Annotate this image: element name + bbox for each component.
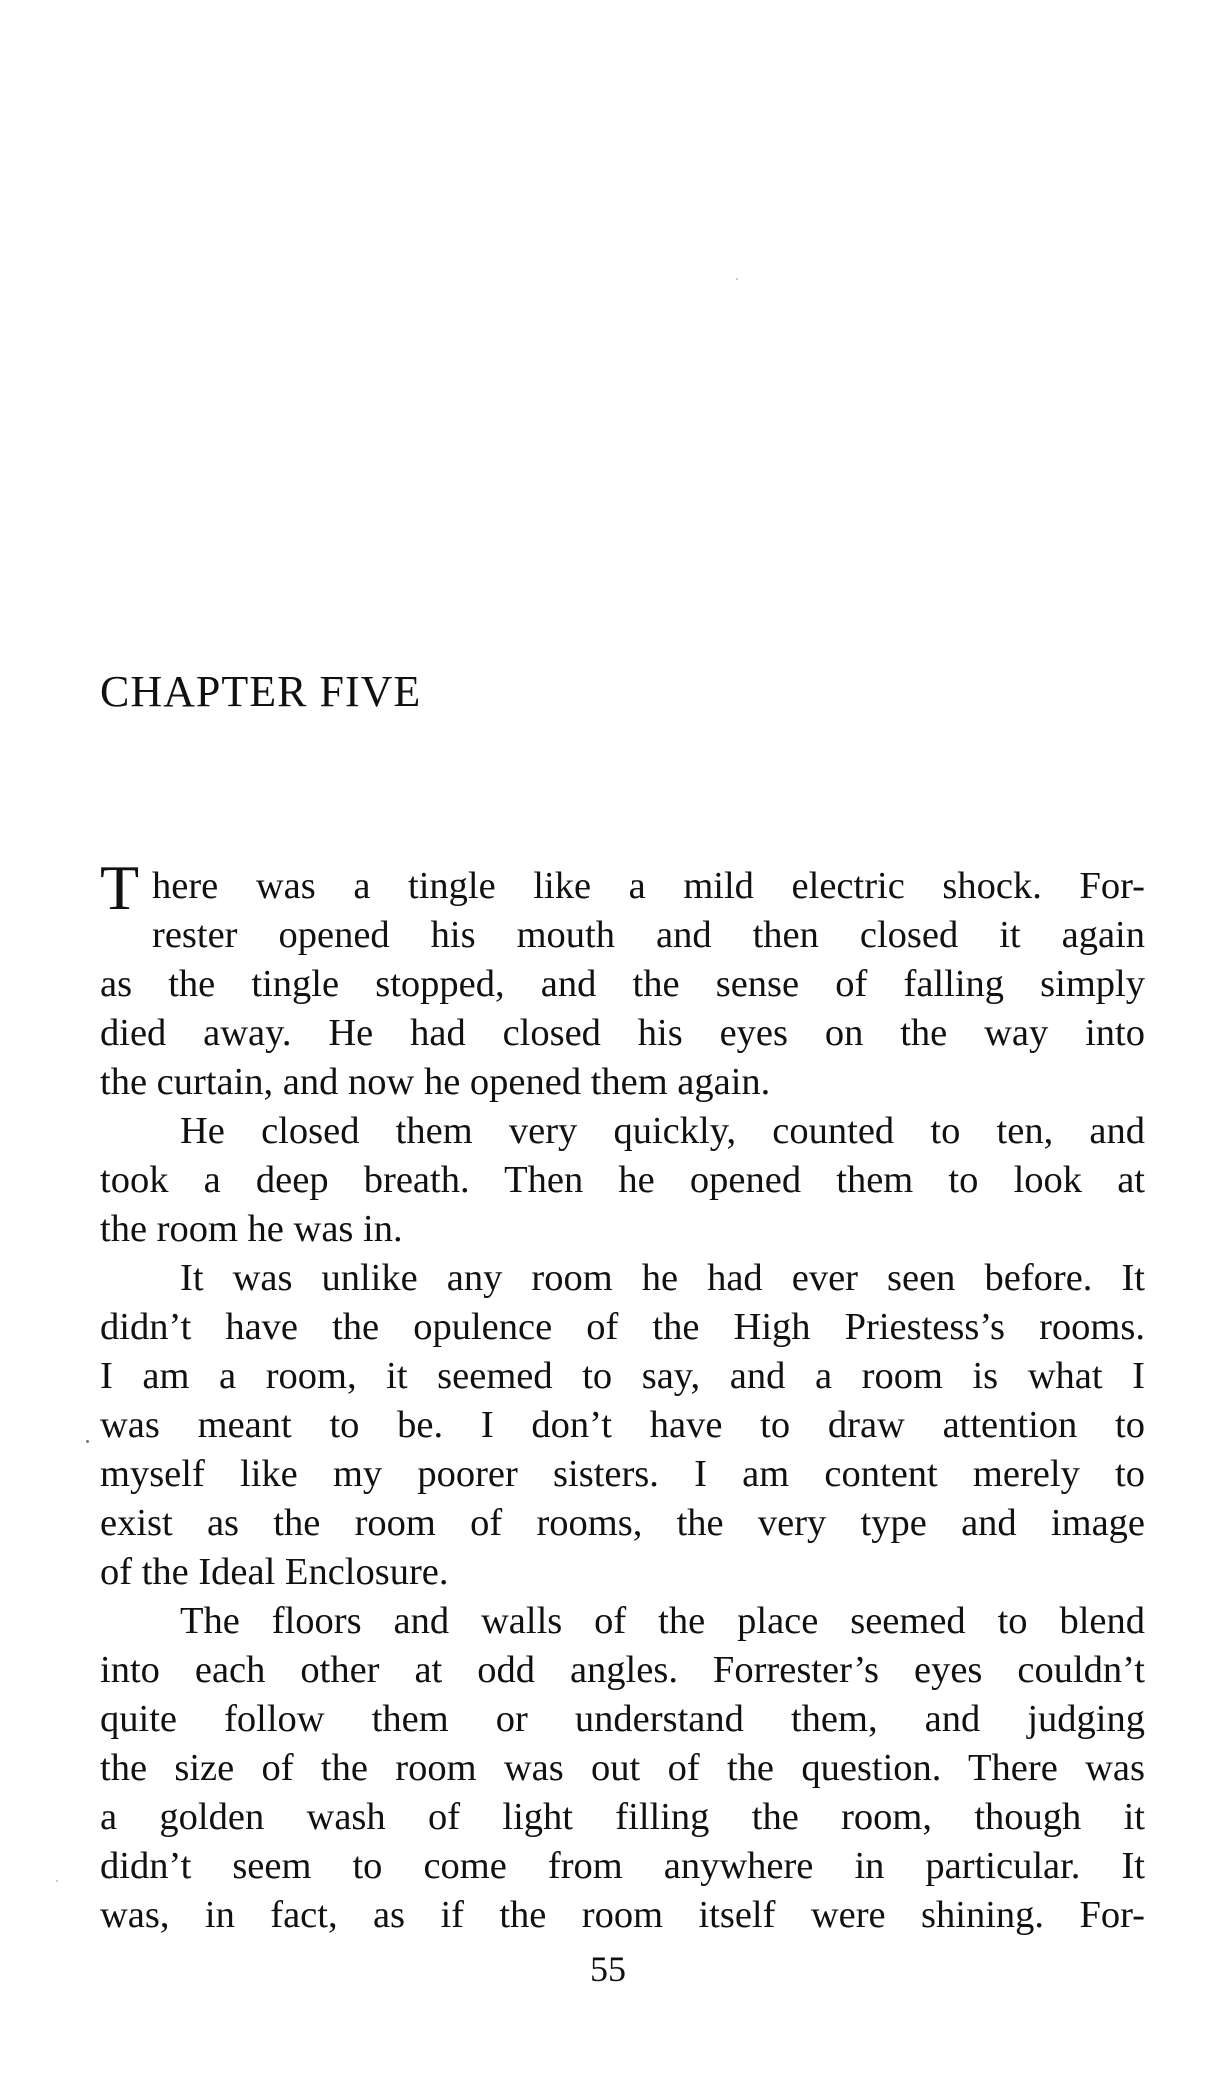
body-text <box>100 852 1145 1940</box>
paragraph-1 <box>100 852 1145 1107</box>
text-line: into each other at odd angles. Forrester’s eyes couldn’t <box>100 1649 1145 1691</box>
text-line: as the tingle stopped, and the sense of falling simply <box>100 963 1145 1005</box>
text-line: was meant to be. I don’t have to draw attention to <box>100 1404 1145 1446</box>
text-line: here was a tingle like a mild electric shock. For- <box>152 865 1145 907</box>
text-line: didn’t seem to come from anywhere in particular. It <box>100 1845 1145 1887</box>
text-line: didn’t have the opulence of the High Priestess’s rooms. <box>100 1306 1145 1348</box>
text-line: the room he was in. <box>100 1208 403 1250</box>
text-line: died away. He had closed his eyes on the way into <box>100 1012 1145 1054</box>
text-line: It was unlike any room he had ever seen before. It <box>180 1257 1145 1299</box>
text-line: of the Ideal Enclosure. <box>100 1551 449 1593</box>
text-line: took a deep breath. Then he opened them to look at <box>100 1159 1145 1201</box>
text-line: a golden wash of light filling the room, though it <box>100 1796 1145 1838</box>
text-line: exist as the room of rooms, the very type and image <box>100 1502 1145 1544</box>
text-line: the size of the room was out of the question. There was <box>100 1747 1145 1789</box>
text-line: the curtain, and now he opened them again. <box>100 1061 771 1103</box>
text-line: rester opened his mouth and then closed it again <box>152 914 1145 956</box>
text-line: myself like my poorer sisters. I am content merely to <box>100 1453 1145 1495</box>
paragraph-3 <box>100 1254 1145 1597</box>
text-line: He closed them very quickly, counted to ten, and <box>180 1110 1145 1152</box>
text-line: was, in fact, as if the room itself were shining. For- <box>100 1894 1145 1936</box>
page-number: 55 <box>590 1949 626 1989</box>
drop-cap: T <box>100 852 140 923</box>
text-line: The floors and walls of the place seemed to blend <box>180 1600 1145 1642</box>
scan-speck <box>86 1440 89 1443</box>
chapter-title: CHAPTER FIVE <box>100 667 422 716</box>
scan-speck <box>56 1880 58 1882</box>
paragraph-2 <box>100 1107 1145 1254</box>
text-line: I am a room, it seemed to say, and a room is what I <box>100 1355 1145 1397</box>
paragraph-4 <box>100 1597 1145 1940</box>
text-line: quite follow them or understand them, and judging <box>100 1698 1145 1740</box>
scan-speck <box>736 278 738 280</box>
